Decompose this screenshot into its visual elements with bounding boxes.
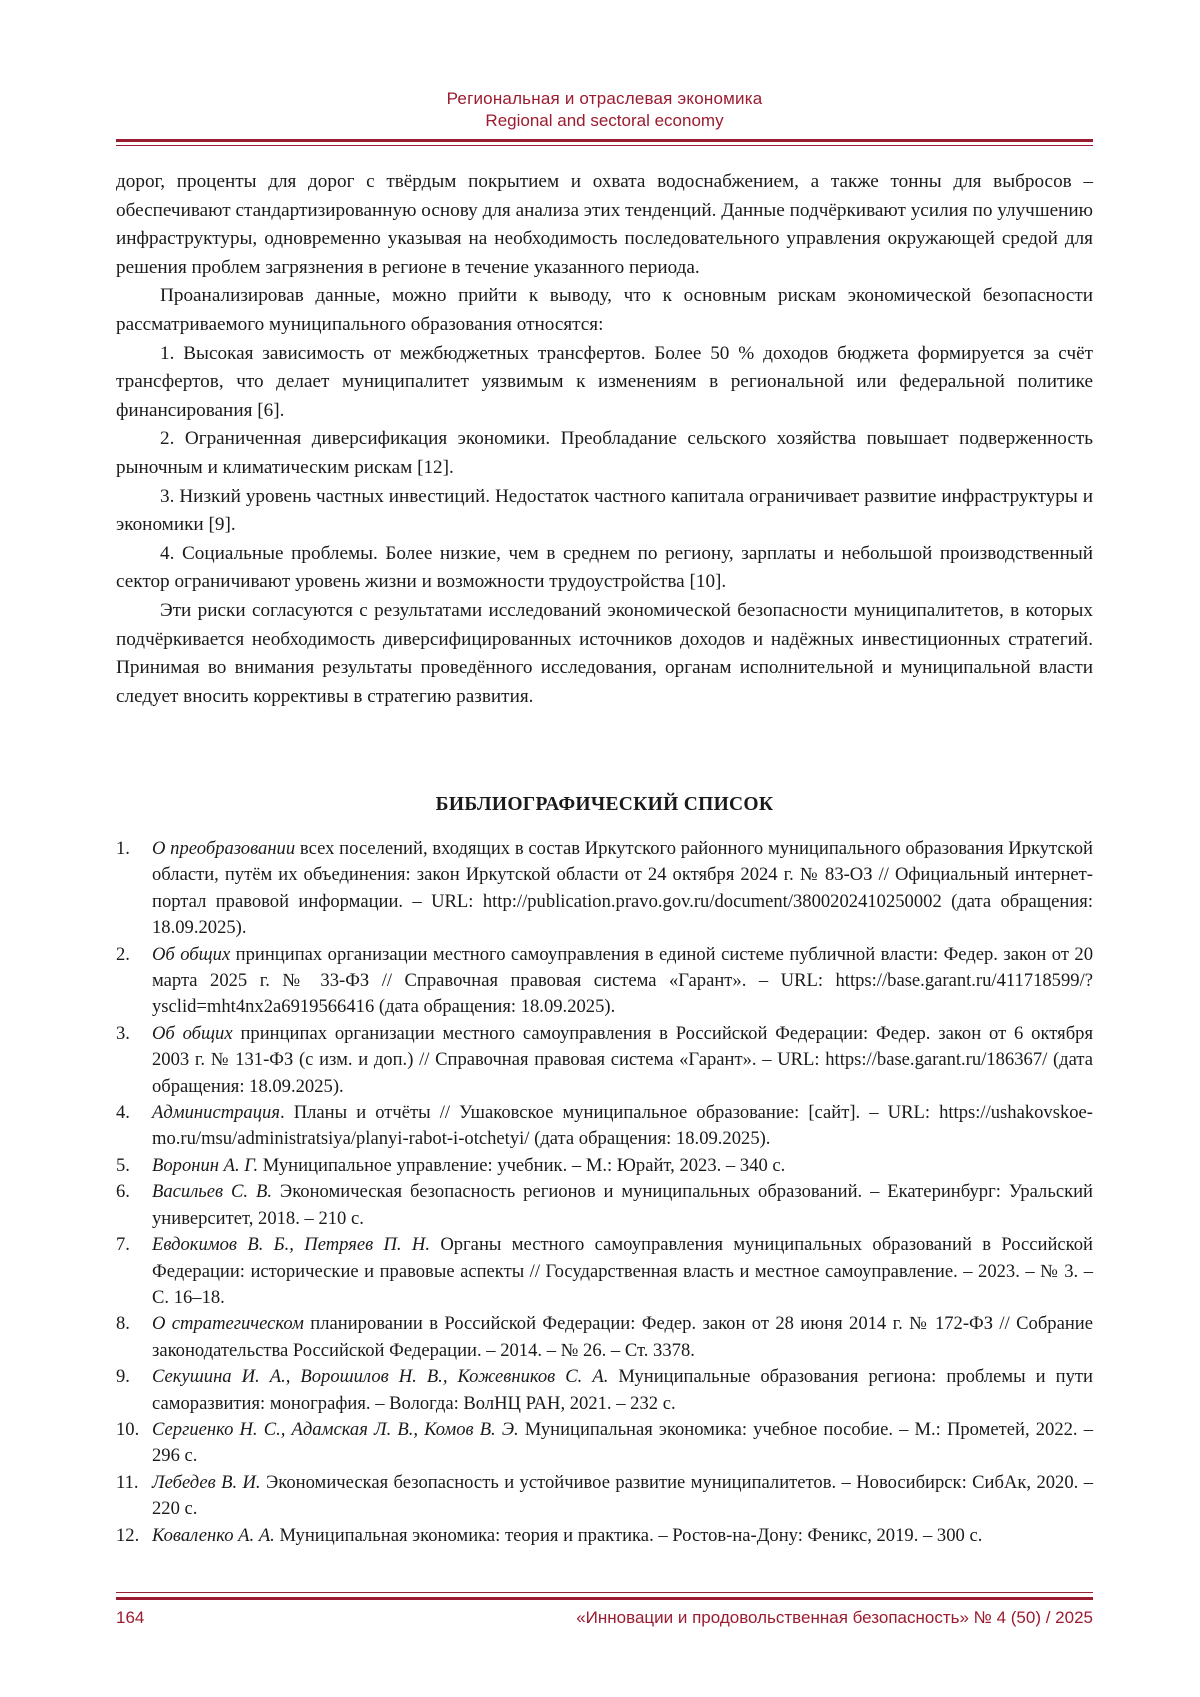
reference-item — [116, 1470, 1093, 1523]
reference-text: всех поселений, входящих в состав Иркутского районного муниципального образования Иркутской области, путём их объединения: закон Иркутской области от 24 октября 2024 г. № 83-ОЗ // Официальный интернет-портал правовой информации. – URL: http://publication.pravo.gov.ru/document/3800202410250002 (дата обращения: 18.09.2025). — [152, 838, 1093, 939]
paragraph: Эти риски согласуются с результатами исследований экономической безопасности муниципалитетов, в которых подчёркивается необходимость диверсифицированных источников доходов и надёжных инвестиционных стратегий. Принимая во внимания результаты проведённого исследования, органам исполнительной и муниципальной власти следует вносить коррективы в стратегию развития. — [116, 599, 1093, 707]
reference-number: 10. — [116, 1418, 140, 1440]
reference-number: 6. — [116, 1181, 130, 1203]
reference-text: принципах организации местного самоуправления в единой системе публичной власти: Федер. закон от 20 марта 2025 г. № 33-ФЗ // Справочная правовая система «Гарант». – URL: https://base.garant.ru/411718599/?ysclid=mht4nx2a6919566416 (дата обращения: 18.09.2025). — [152, 943, 1093, 1018]
reference-lead: Сергиенко Н. С., Адамская Л. В., Комов В. Э. — [152, 1418, 519, 1440]
page-number: 164 — [116, 1608, 145, 1627]
reference-number: 11. — [116, 1471, 139, 1493]
reference-lead: Администрация — [152, 1102, 280, 1124]
risk-item: 3. Низкий уровень частных инвестиций. Недостаток частного капитала ограничивает развитие инфраструктуры и экономики [9]. — [116, 485, 1093, 536]
article-body — [116, 168, 1093, 711]
reference-item — [116, 942, 1093, 1021]
footer-rule-thin — [116, 1592, 1093, 1593]
paragraph: дорог, проценты для дорог с твёрдым покрытием и охвата водоснабжением, а также тонны для выбросов – обеспечивают стандартизированную основу для анализа этих тенденций. Данные подчёркивают усилия по улучшению инфраструктуры, одновременно указывая на необходимость последовательного управления окружающей средой для решения проблем загрязнения в регионе в течение указанного периода. — [116, 171, 1093, 278]
reference-lead: Об общих — [152, 1022, 233, 1044]
reference-text: Экономическая безопасность и устойчивое развитие муниципалитетов. – Новосибирск: СибАк, 2020. – 220 с. — [152, 1471, 1094, 1520]
reference-text: планировании в Российской Федерации: Федер. закон от 28 июня 2014 г. № 172-ФЗ // Собрание законодательства Российской Федерации. – 2014. – № 26. – Ст. 3378. — [152, 1313, 1093, 1361]
reference-text: Органы местного самоуправления муниципальных образований в Российской Федерации: исторические и правовые аспекты // Государственная власть и местное самоуправление. – 2023. – № 3. – С. 16–18. — [152, 1234, 1093, 1308]
reference-number: 7. — [116, 1234, 130, 1256]
header-title-ru: Региональная и отраслевая экономика — [446, 89, 763, 108]
reference-number: 8. — [116, 1313, 130, 1335]
reference-lead: Евдокимов В. Б., Петряев П. Н. — [152, 1234, 430, 1256]
reference-item — [116, 1021, 1093, 1100]
reference-lead: О стратегическом — [152, 1313, 304, 1335]
reference-text: Муниципальная экономика: учебное пособие. – М.: Прометей, 2022. – 296 с. — [152, 1418, 1093, 1467]
risk-item: 4. Социальные проблемы. Более низкие, чем в среднем по региону, зарплаты и небольшой производственный сектор ограничивают уровень жизни и возможности трудоустройства [10]. — [116, 542, 1093, 593]
bibliography-list — [116, 836, 1093, 1549]
footer-rule-thick — [116, 1597, 1093, 1600]
reference-item — [116, 1179, 1093, 1232]
reference-text: принципах организации местного самоуправления в Российской Федерации: Федер. закон от 6 октября 2003 г. № 131-ФЗ (с изм. и доп.) // Справочная правовая система «Гарант». – URL: https://base.garant.ru/186367/ (дата обращения: 18.09.2025). — [152, 1022, 1093, 1097]
reference-number: 12. — [116, 1524, 140, 1546]
reference-item — [116, 836, 1093, 942]
running-header — [116, 88, 1093, 132]
reference-item — [116, 1523, 1093, 1549]
reference-item — [116, 1232, 1093, 1311]
reference-item — [116, 1417, 1093, 1470]
reference-item — [116, 1100, 1093, 1153]
bibliography-title: БИБЛИОГРАФИЧЕСКИЙ СПИСОК — [435, 794, 774, 815]
reference-text: Муниципальное управление: учебник. – М.: Юрайт, 2023. – 340 с. — [258, 1154, 786, 1176]
reference-number: 4. — [116, 1102, 130, 1124]
reference-number: 3. — [116, 1022, 130, 1044]
reference-text: Муниципальная экономика: теория и практика. – Ростов-на-Дону: Феникс, 2019. – 300 с. — [274, 1524, 983, 1546]
reference-lead: Воронин А. Г. — [152, 1154, 259, 1176]
header-rule-thin — [116, 145, 1093, 146]
reference-item — [116, 1364, 1093, 1417]
reference-lead: Лебедев В. И. — [152, 1471, 261, 1493]
reference-text: Муниципальные образования региона: проблемы и пути саморазвития: монография. – Вологда: ВолНЦ РАН, 2021. – 232 с. — [152, 1366, 1093, 1414]
reference-lead: Секушина И. А., Ворошилов Н. В., Кожевников С. А. — [152, 1366, 609, 1388]
risk-item: 2. Ограниченная диверсификация экономики. Преобладание сельского хозяйства повышает подверженность рыночным и климатическим рискам [12]. — [116, 428, 1093, 478]
reference-lead: Коваленко А. А. — [152, 1524, 275, 1546]
reference-number: 5. — [116, 1154, 130, 1176]
reference-number: 2. — [116, 943, 130, 965]
reference-item — [116, 1311, 1093, 1364]
reference-number: 9. — [116, 1366, 130, 1388]
header-title-en: Regional and sectoral economy — [485, 111, 724, 130]
reference-lead: О преобразовании — [152, 838, 296, 859]
risk-item: 1. Высокая зависимость от межбюджетных трансфертов. Более 50 % доходов бюджета формируется за счёт трансфертов, что делает муниципалитет уязвимым к изменениям в региональной или федеральной политике финансирования [6]. — [116, 342, 1093, 421]
reference-text: . Планы и отчёты // Ушаковское муниципальное образование: [сайт]. – URL: https://ushakovskoe-mo.ru/msu/administratsiya/planyi-rabot-i-otchetyi/ (дата обращения: 18.09.2025). — [152, 1102, 1093, 1150]
reference-lead: Васильев С. В. — [152, 1181, 272, 1203]
paragraph: Проанализировав данные, можно прийти к выводу, что к основным рискам экономической безопасности рассматриваемого муниципального образования относятся: — [116, 285, 1093, 335]
reference-text: Экономическая безопасность регионов и муниципальных образований. – Екатеринбург: Уральский университет, 2018. – 210 с. — [152, 1181, 1094, 1229]
reference-number: 1. — [116, 838, 130, 859]
reference-lead: Об общих — [152, 943, 231, 965]
journal-citation: «Инновации и продовольственная безопасность» № 4 (50) / 2025 — [576, 1608, 1093, 1627]
reference-item — [116, 1153, 1093, 1179]
header-rule-thick — [116, 139, 1093, 142]
